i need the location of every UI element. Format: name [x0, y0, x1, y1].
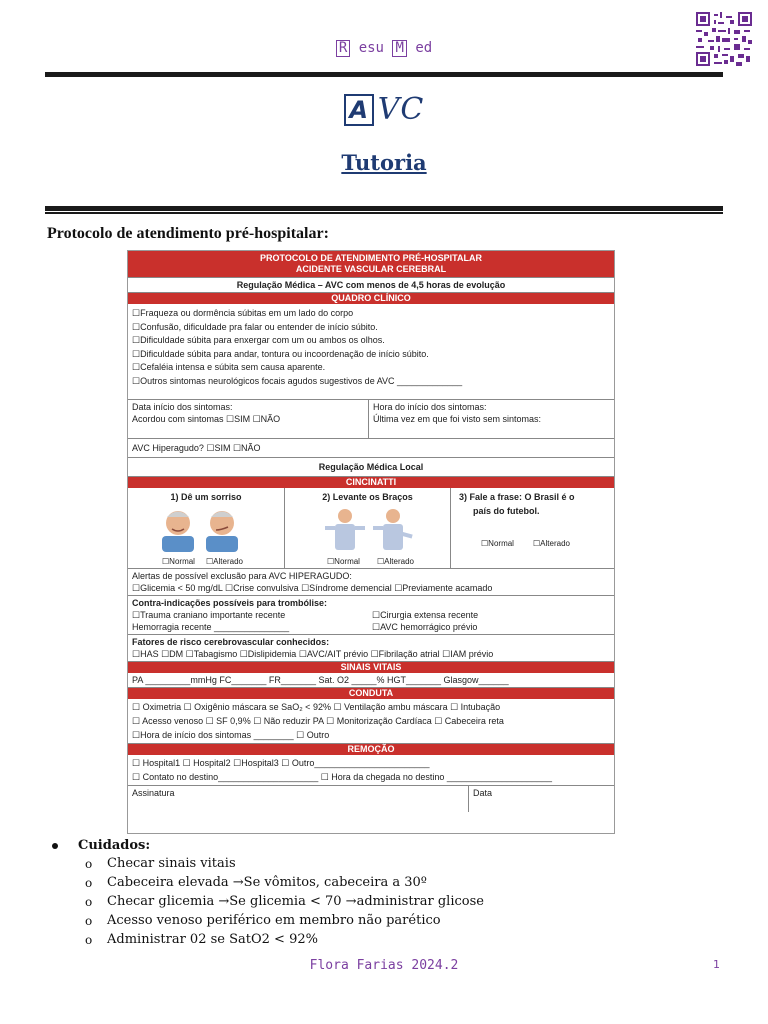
- form-title-bar: [128, 251, 614, 277]
- cincinatti-speech-title-1: 3) Fale a frase: O Brasil é o: [459, 492, 575, 502]
- conduta-line: ☐Hora de início dos sintomas ________ ☐ Outro: [132, 730, 330, 740]
- symptom-item: ☐Confusão, dificuldade pra falar ou entender de início súbito.: [132, 321, 378, 332]
- circle-bullet-icon: o: [85, 895, 93, 909]
- symptoms-list: [128, 304, 614, 400]
- contra-option: ☐Trauma craniano importante recente: [132, 610, 286, 620]
- alertas-label: Alertas de possível exclusão para AVC HIPERAGUDO:: [132, 571, 352, 581]
- contra-option: Hemorragia recente _______________: [132, 622, 290, 632]
- remocao-row: [128, 755, 614, 786]
- list-item: [85, 932, 484, 948]
- onset-row: [128, 400, 614, 439]
- title-text: VC: [377, 92, 425, 127]
- brand-letter-r: R: [336, 40, 350, 57]
- cuidados-title: Cuidados:: [78, 838, 151, 853]
- symptom-item: ☐Cefaléia intensa e súbita sem causa aparente.: [132, 362, 326, 372]
- conduta-bar: CONDUTA: [128, 688, 614, 699]
- subtitle: Tutoria: [341, 150, 427, 175]
- quadro-clinico-bar: QUADRO CLÍNICO: [128, 293, 614, 304]
- regulacao-medica-row: Regulação Médica – AVC com menos de 4,5 horas de evolução: [128, 277, 614, 293]
- fatores-options: ☐HAS ☐DM ☐Tabagismo ☐Dislipidemia ☐AVC/AIT prévio ☐Fibrilação atrial ☐IAM prévio: [132, 649, 494, 659]
- alertas-row: [128, 569, 614, 596]
- brand-letter-m: M: [392, 40, 406, 57]
- section-divider-thin: [45, 212, 723, 214]
- protocol-form: [127, 250, 615, 834]
- ultima-vez-label: Última vez em que foi visto sem sintomas:: [373, 414, 542, 424]
- remocao-bar: REMOÇÃO: [128, 744, 614, 755]
- speech-normal-option: ☐Normal: [481, 539, 514, 548]
- cuidados-heading: [52, 838, 484, 853]
- signature-row: [128, 786, 614, 812]
- cincinatti-speech: [450, 488, 614, 568]
- assinatura-label: Assinatura: [132, 788, 175, 798]
- regulacao-local-row: Regulação Médica Local: [128, 458, 614, 477]
- symptom-item: ☐Outros sintomas neurológicos focais agudos sugestivos de AVC _____________: [132, 375, 463, 386]
- remocao-line: ☐ Contato no destino____________________ ☐ Hora da chegada no destino _____________________: [132, 772, 552, 782]
- header-divider: [45, 72, 723, 77]
- onset-left: [128, 400, 368, 438]
- list-item-text: Administrar 02 se SatO2 < 92%: [107, 932, 318, 947]
- conduta-row: [128, 699, 614, 744]
- cuidados-section: [52, 838, 484, 948]
- cincinatti-speech-title-2: país do futebol.: [473, 506, 540, 516]
- conduta-line: ☐ Acesso venoso ☐ SF 0,9% ☐ Não reduzir PA ☐ Monitorização Cardíaca ☐ Cabeceira reta: [132, 716, 504, 726]
- contra-label: Contra-indicações possíveis para trombólise:: [132, 598, 328, 608]
- data-label: Data: [468, 786, 614, 812]
- arms-normal-icon: [325, 506, 365, 552]
- remocao-line: ☐ Hospital1 ☐ Hospital2 ☐Hospital3 ☐ Outro_______________________: [132, 758, 430, 768]
- contra-option: ☐Cirurgia extensa recente: [372, 610, 479, 620]
- brand-logo: [0, 40, 768, 57]
- title-letter-box: A: [344, 94, 374, 126]
- onset-right: [368, 400, 614, 438]
- footer-author: Flora Farias 2024.2: [309, 958, 459, 973]
- cincinatti-bar: CINCINATTI: [128, 477, 614, 488]
- acordou-label: Acordou com sintomas ☐SIM ☐NÃO: [132, 414, 281, 424]
- symptom-item: ☐Dificuldade súbita para enxergar com um ou ambos os olhos.: [132, 335, 385, 345]
- page-title: [0, 92, 768, 127]
- arms-normal-option: ☐Normal: [327, 557, 360, 566]
- circle-bullet-icon: o: [85, 857, 93, 871]
- bullet-icon: [52, 843, 58, 849]
- page-number: 1: [713, 958, 720, 971]
- list-item: [85, 875, 484, 891]
- cincinatti-row: [128, 488, 614, 569]
- arms-altered-icon: [373, 506, 413, 552]
- list-item-text: Acesso venoso periférico em membro não parético: [107, 913, 441, 928]
- section-divider: [45, 206, 723, 211]
- cincinatti-smile: [128, 488, 284, 568]
- speech-altered-option: ☐Alterado: [533, 539, 570, 548]
- symptom-item: ☐Dificuldade súbita para andar, tontura ou incoordenação de início súbito.: [132, 348, 429, 359]
- list-item-text: Checar sinais vitais: [107, 856, 236, 871]
- circle-bullet-icon: o: [85, 914, 93, 928]
- list-item: [85, 913, 484, 929]
- list-item-text: Checar glicemia →Se glicemia < 70 →administrar glicose: [107, 894, 484, 909]
- alertas-options: ☐Glicemia < 50 mg/dL ☐Crise convulsiva ☐Síndrome demencial ☐Previamente acamado: [132, 583, 493, 593]
- smile-normal-option: ☐Normal: [162, 557, 195, 566]
- smile-altered-option: ☐Alterado: [206, 557, 243, 566]
- face-altered-icon: [204, 506, 240, 552]
- contra-option: ☐AVC hemorrágico prévio: [372, 622, 478, 632]
- conduta-line: ☐ Oximetria ☐ Oxigênio máscara se SaO₂ < 92% ☐ Ventilação ambu máscara ☐ Intubação: [132, 702, 501, 712]
- fatores-row: [128, 635, 614, 662]
- vitals-row: PA _________mmHg FC_______ FR_______ Sat. O2 _____% HGT_______ Glasgow______: [128, 673, 614, 688]
- brand-letters-esu: esu: [358, 40, 384, 56]
- cincinatti-arms: [284, 488, 450, 568]
- cincinatti-smile-title: 1) Dê um sorriso: [170, 492, 242, 502]
- hora-inicio-label: Hora do início dos sintomas:: [373, 402, 487, 412]
- circle-bullet-icon: o: [85, 876, 93, 890]
- list-item: [85, 856, 484, 872]
- form-title-2: ACIDENTE VASCULAR CEREBRAL: [295, 264, 447, 274]
- cincinatti-arms-title: 2) Levante os Braços: [322, 492, 413, 502]
- fatores-label: Fatores de risco cerebrovascular conhecidos:: [132, 637, 330, 647]
- brand-letters-ed: ed: [415, 40, 433, 56]
- avc-hiperagudo-row: AVC Hiperagudo? ☐SIM ☐NÃO: [128, 439, 614, 458]
- list-item: [85, 894, 484, 910]
- contra-row: [128, 596, 614, 635]
- qr-code-icon: [696, 12, 752, 66]
- circle-bullet-icon: o: [85, 933, 93, 947]
- symptom-item: ☐Fraqueza ou dormência súbitas em um lado do corpo: [132, 308, 354, 318]
- face-normal-icon: [160, 506, 196, 552]
- arms-altered-option: ☐Alterado: [377, 557, 414, 566]
- form-title-1: PROTOCOLO DE ATENDIMENTO PRÉ-HOSPITALAR: [259, 253, 482, 263]
- data-inicio-label: Data início dos sintomas:: [132, 402, 233, 412]
- section-heading: Protocolo de atendimento pré-hospitalar:: [47, 225, 329, 242]
- sinais-vitais-bar: SINAIS VITAIS: [128, 662, 614, 673]
- list-item-text: Cabeceira elevada →Se vômitos, cabeceira a 30º: [107, 875, 427, 890]
